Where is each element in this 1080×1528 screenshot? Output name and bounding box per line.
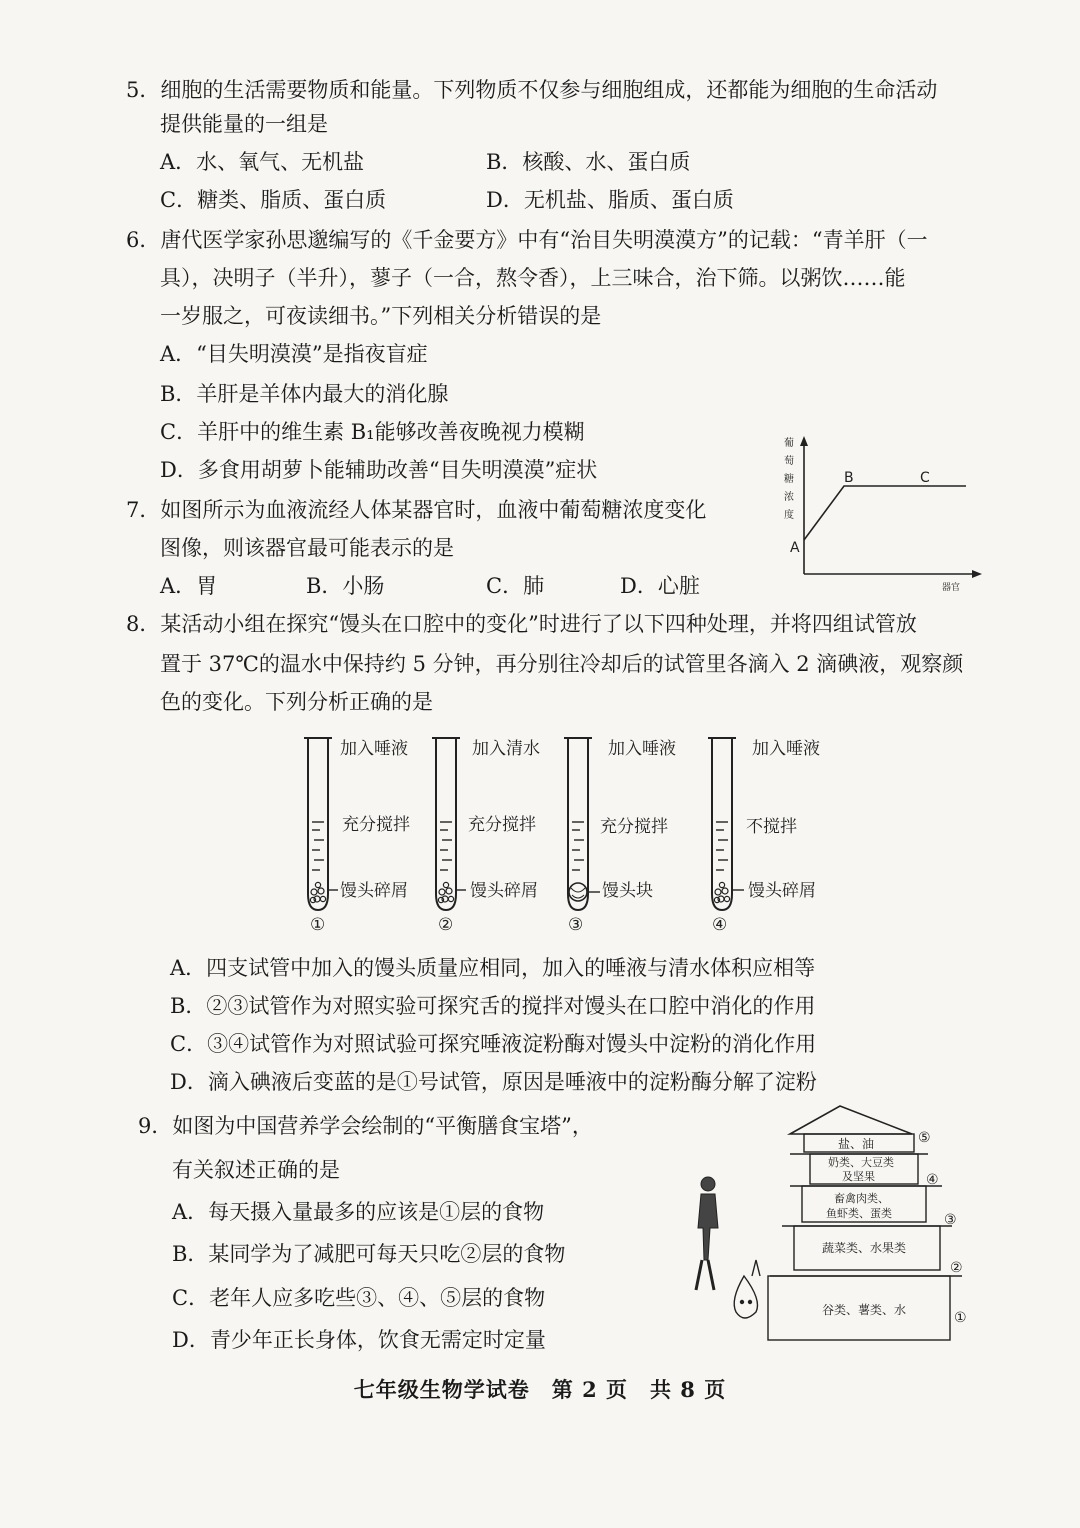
layer-2-number: ②	[950, 1260, 963, 1276]
tube-3-top-label: 加入唾液	[608, 739, 676, 759]
q7-option-b: B．小肠	[306, 574, 385, 598]
q9-stem-line1: 9．如图为中国营养学会绘制的“平衡膳食宝塔”，	[138, 1114, 593, 1138]
q5-option-d: D．无机盐、脂质、蛋白质	[486, 188, 734, 212]
q7-stem-line2: 图像，则该器官最可能表示的是	[160, 536, 454, 560]
q8-stem-line3: 色的变化。下列分析正确的是	[160, 690, 433, 714]
q9-option-d: D．青少年正长身体，饮食无需定时定量	[172, 1328, 546, 1352]
y-label-char-3: 糖	[784, 474, 794, 485]
q9-food-pagoda-diagram	[670, 1100, 980, 1350]
q9-option-c: C．老年人应多吃些③、④、⑤层的食物	[172, 1286, 546, 1310]
layer-2-label: 蔬菜类、水果类	[822, 1241, 907, 1255]
q7-option-d: D．心脏	[620, 574, 700, 598]
layer-4-number: ④	[926, 1172, 939, 1188]
y-label-char-2: 萄	[784, 456, 794, 467]
q7-option-a: A．胃	[160, 574, 218, 598]
q7-option-c: C．肺	[486, 574, 545, 598]
layer-3-label-a: 畜禽肉类、	[834, 1192, 889, 1205]
layer-5-label: 盐、油	[838, 1137, 875, 1151]
q5-option-b: B．核酸、水、蛋白质	[486, 150, 691, 174]
layer-1-label: 谷类、薯类、水	[822, 1303, 907, 1317]
tube-4-top-label: 加入唾液	[752, 739, 820, 759]
q8-stem-line2: 置于 37℃的温水中保持约 5 分钟，再分别往冷却后的试管里各滴入 2 滴碘液，观察颜	[160, 652, 964, 676]
q9-option-b: B．某同学为了减肥可每天只吃②层的食物	[172, 1242, 566, 1266]
y-label-char-4: 浓	[784, 492, 794, 503]
layer-3-number: ③	[944, 1212, 957, 1228]
glucose-curve	[804, 486, 966, 540]
q8-option-b: B．②③试管作为对照实验可探究舌的搅拌对馒头在口腔中消化的作用	[170, 994, 816, 1018]
test-tube-2	[432, 738, 466, 910]
layer-5-number: ⑤	[918, 1130, 931, 1146]
q7-stem-line1: 7．如图所示为血液流经人体某器官时，血液中葡萄糖浓度变化	[126, 498, 707, 522]
graph-axes	[800, 436, 982, 578]
q5-option-a: A．水、氧气、无机盐	[160, 150, 365, 174]
point-a-label: A	[790, 540, 800, 556]
point-b-label: B	[844, 470, 854, 486]
tube-4-number: ④	[712, 915, 728, 935]
tube-4-mid-label: 不搅拌	[746, 817, 797, 837]
test-tube-3	[564, 738, 600, 910]
q5-stem-line2: 提供能量的一组是	[160, 112, 328, 136]
y-label-char-5: 度	[784, 510, 794, 521]
q6-option-a: A．“目失明漠漠”是指夜盲症	[160, 342, 428, 366]
q5-option-c: C．糖类、脂质、蛋白质	[160, 188, 387, 212]
q9-option-a: A．每天摄入量最多的应该是①层的食物	[172, 1200, 545, 1224]
tube-3-bottom-label: 馒头块	[602, 881, 653, 901]
test-tube-1	[304, 738, 338, 910]
tube-2-top-label: 加入清水	[472, 739, 540, 759]
q6-option-b: B．羊肝是羊体内最大的消化腺	[160, 382, 449, 406]
page-footer: 七年级生物学试卷 第 2 页 共 8 页	[353, 1377, 727, 1402]
q6-option-c: C．羊肝中的维生素 B₁能够改善夜晚视力模糊	[160, 420, 585, 444]
tube-1-number: ①	[310, 915, 326, 935]
point-c-label: C	[920, 470, 930, 486]
x-axis-label: 器官	[942, 583, 961, 593]
layer-4-label-b: 及坚果	[842, 1170, 875, 1183]
q8-option-d: D．滴入碘液后变蓝的是①号试管，原因是唾液中的淀粉酶分解了淀粉	[170, 1070, 817, 1094]
q8-stem-line1: 8．某活动小组在探究“馒头在口腔中的变化”时进行了以下四种处理，并将四组试管放	[126, 612, 917, 636]
layer-4-label-a: 奶类、大豆类	[828, 1156, 894, 1169]
layer-1-number: ①	[954, 1310, 967, 1326]
tube-3-mid-label: 充分搅拌	[600, 817, 668, 837]
test-tube-4	[708, 738, 744, 910]
runner-figure	[696, 1177, 718, 1290]
q6-stem-line1: 6．唐代医学家孙思邈编写的《千金要方》中有“治目失明漠漠方”的记载：“青羊肝（一	[126, 228, 928, 252]
q8-option-a: A．四支试管中加入的馒头质量应相同，加入的唾液与清水体积应相等	[170, 956, 816, 980]
tube-2-bottom-label: 馒头碎屑	[470, 881, 538, 901]
tube-1-mid-label: 充分搅拌	[342, 815, 410, 835]
q9-stem-line2: 有关叙述正确的是	[172, 1158, 340, 1182]
tube-2-number: ②	[438, 915, 454, 935]
q7-glucose-graph	[770, 428, 990, 598]
water-drop-mascot	[734, 1260, 760, 1318]
y-label-char-1: 葡	[784, 438, 794, 449]
q6-option-d: D．多食用胡萝卜能辅助改善“目失明漠漠”症状	[160, 458, 598, 482]
tube-2-mid-label: 充分搅拌	[468, 815, 536, 835]
tube-1-bottom-label: 馒头碎屑	[340, 881, 408, 901]
tube-1-top-label: 加入唾液	[340, 739, 408, 759]
q6-stem-line3: 一岁服之，可夜读细书。”下列相关分析错误的是	[160, 304, 602, 328]
q5-stem-line1: 5．细胞的生活需要物质和能量。下列物质不仅参与细胞组成，还都能为细胞的生命活动	[126, 78, 938, 102]
pagoda-roof	[790, 1106, 912, 1134]
q8-test-tube-diagram	[296, 730, 836, 936]
tube-3-number: ③	[568, 915, 584, 935]
layer-3-label-b: 鱼虾类、蛋类	[826, 1207, 892, 1220]
q8-option-c: C．③④试管作为对照试验可探究唾液淀粉酶对馒头中淀粉的消化作用	[170, 1032, 817, 1056]
q6-stem-line2: 具），决明子（半升），蓼子（一合，熬令香），上三味合，治下筛。以粥饮……能	[160, 266, 906, 290]
tube-4-bottom-label: 馒头碎屑	[748, 881, 816, 901]
